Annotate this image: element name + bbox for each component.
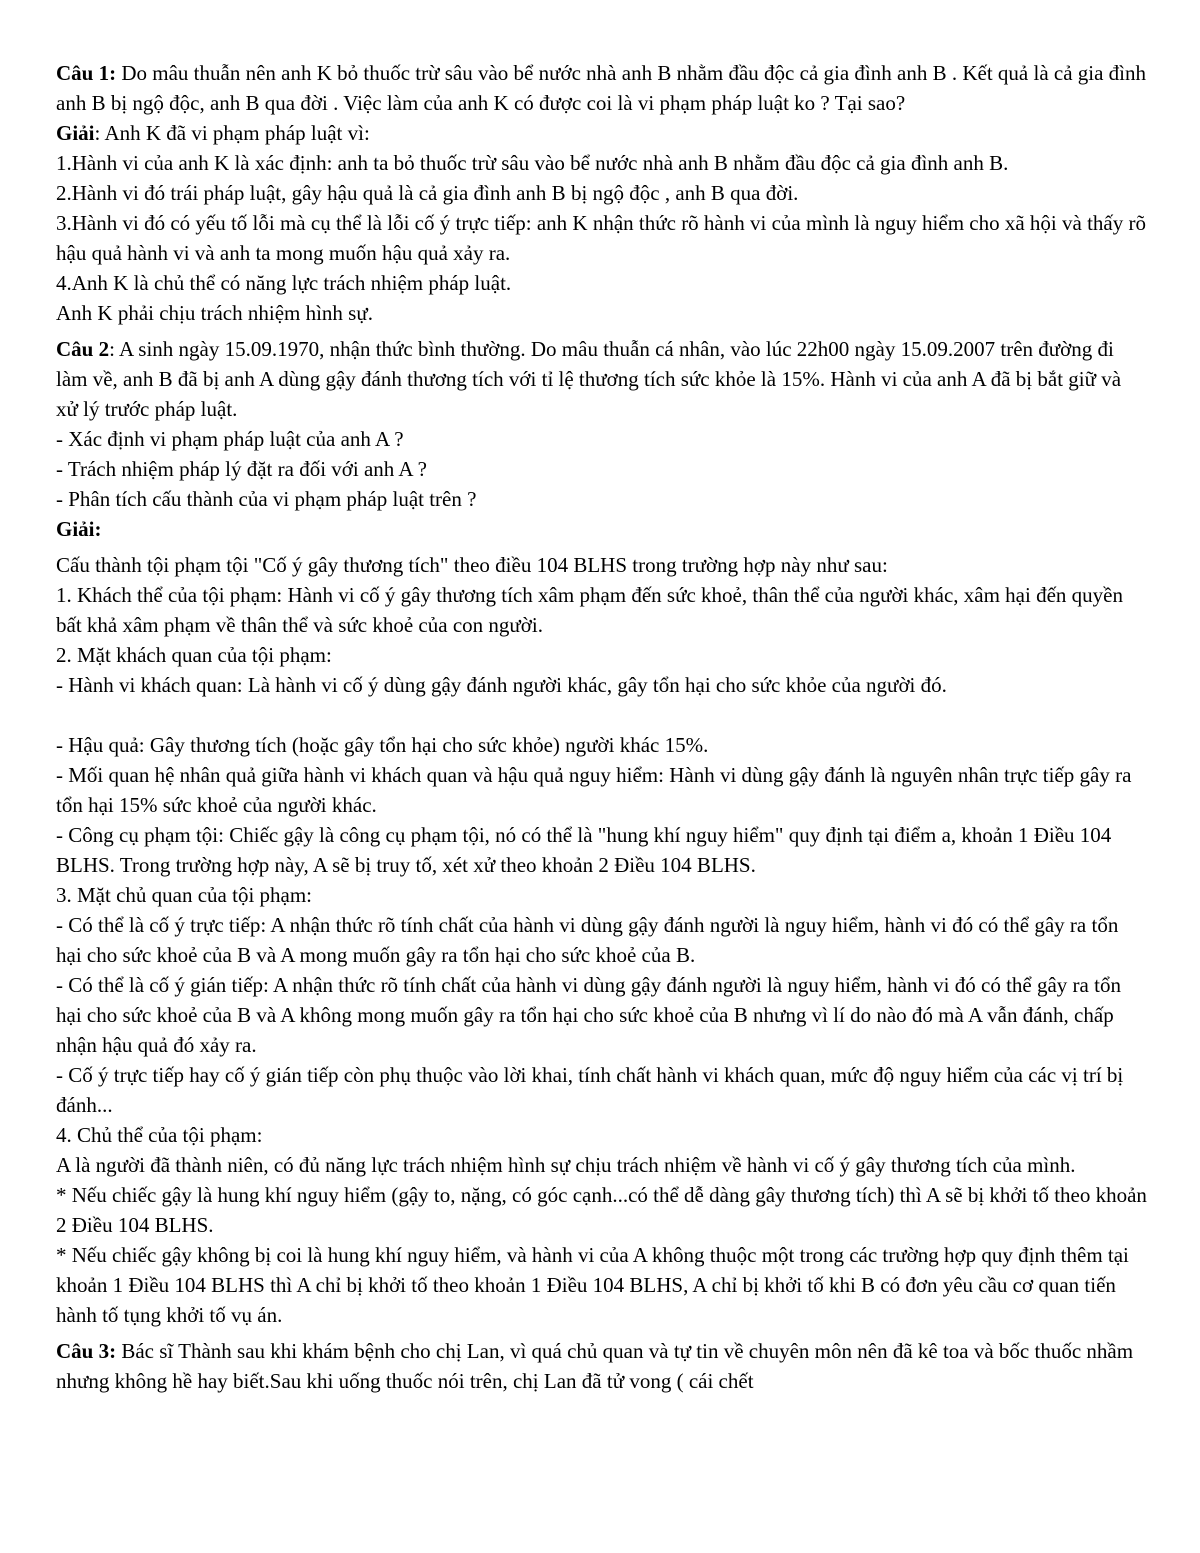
answer-point: 1.Hành vi của anh K là xác định: anh ta bỏ thuốc trừ sâu vào bể nước nhà anh B nhằm đầu độc cả gia đình anh B. xyxy=(56,151,1009,175)
answer-line: - Có thể là cố ý trực tiếp: A nhận thức rõ tính chất của hành vi dùng gậy đánh người là nguy hiểm, hành vi đó có thể gây ra tổn hại cho sức khoẻ của B và A mong muốn gây ra tổn hại cho sức khoẻ của B. xyxy=(56,913,1119,967)
answer-conclusion: Anh K phải chịu trách nhiệm hình sự. xyxy=(56,301,373,325)
sub-question: - Xác định vi phạm pháp luật của anh A ? xyxy=(56,427,404,451)
answer-line: * Nếu chiếc gậy không bị coi là hung khí nguy hiểm, và hành vi của A không thuộc một trong các trường hợp quy định thêm tại khoản 1 Điều 104 BLHS thì A chỉ bị khởi tố theo khoản 1 Điều 104 BLHS, A chỉ bị khởi tố khi B có đơn yêu cầu cơ quan tiến hành tố tụng khởi tố vụ án. xyxy=(56,1243,1129,1327)
answer-line: - Hậu quả: Gây thương tích (hoặc gây tổn hại cho sức khỏe) người khác 15%. xyxy=(56,733,709,757)
question-3-text: Câu 3: Bác sĩ Thành sau khi khám bệnh cho chị Lan, vì quá chủ quan và tự tin về chuyên môn nên đã kê toa và bốc thuốc nhầm nhưng không hề hay biết.Sau khi uống thuốc nói trên, chị Lan đã tử vong ( cái chết xyxy=(56,1339,1134,1393)
question-3 xyxy=(56,1336,1148,1396)
answer-point: 4.Anh K là chủ thể có năng lực trách nhiệm pháp luật. xyxy=(56,271,512,295)
answer-line: 4. Chủ thể của tội phạm: xyxy=(56,1123,263,1147)
answer-line: - Cố ý trực tiếp hay cố ý gián tiếp còn phụ thuộc vào lời khai, tính chất hành vi khách quan, mức độ nguy hiểm của các vị trí bị đánh... xyxy=(56,1063,1124,1117)
answer-line: * Nếu chiếc gậy là hung khí nguy hiểm (gậy to, nặng, có góc cạnh...có thể dễ dàng gây thương tích) thì A sẽ bị khởi tố theo khoản 2 Điều 104 BLHS. xyxy=(56,1183,1147,1237)
answer-label: Giải: xyxy=(56,517,102,541)
question-1-label: Câu 1: xyxy=(56,61,117,85)
question-2-label: Câu 2 xyxy=(56,337,110,361)
sub-question: - Trách nhiệm pháp lý đặt ra đối với anh A ? xyxy=(56,457,427,481)
question-3-label: Câu 3: xyxy=(56,1339,117,1363)
answer-line: 1. Khách thể của tội phạm: Hành vi cố ý gây thương tích xâm phạm đến sức khoẻ, thân thể của người khác, xâm hại đến quyền bất khả xâm phạm về thân thể và sức khoẻ của con người. xyxy=(56,583,1123,637)
answer-line: A là người đã thành niên, có đủ năng lực trách nhiệm hình sự chịu trách nhiệm về hành vi cố ý gây thương tích của mình. xyxy=(56,1153,1076,1177)
question-1 xyxy=(56,58,1148,328)
question-1-text: Câu 1: Do mâu thuẫn nên anh K bỏ thuốc trừ sâu vào bể nước nhà anh B nhằm đầu độc cả gia đình anh B . Kết quả là cả gia đình anh B bị ngộ độc, anh B qua đời . Việc làm của anh K có được coi là vi phạm pháp luật ko ? Tại sao? xyxy=(56,61,1147,115)
question-2 xyxy=(56,334,1148,1330)
answer-line: 3. Mặt chủ quan của tội phạm: xyxy=(56,883,313,907)
answer-line: 2. Mặt khách quan của tội phạm: xyxy=(56,643,332,667)
answer-label: Giải xyxy=(56,121,95,145)
answer-line: - Có thể là cố ý gián tiếp: A nhận thức rõ tính chất của hành vi dùng gậy đánh người là nguy hiểm, hành vi đó có thể gây ra tổn hại cho sức khoẻ của B và A không mong muốn gây ra tổn hại cho sức khoẻ của B nhưng vì lí do nào đó mà A vẫn đánh, chấp nhận hậu quả đó xảy ra. xyxy=(56,973,1121,1057)
question-2-text: Câu 2: A sinh ngày 15.09.1970, nhận thức bình thường. Do mâu thuẫn cá nhân, vào lúc 22h00 ngày 15.09.2007 trên đường đi làm về, anh B đã bị anh A dùng gậy đánh thương tích với tỉ lệ thương tích sức khỏe là 15%. Hành vi của anh A đã bị bắt giữ và xử lý trước pháp luật. xyxy=(56,337,1122,421)
answer-point: 2.Hành vi đó trái pháp luật, gây hậu quả là cả gia đình anh B bị ngộ độc , anh B qua đời. xyxy=(56,181,799,205)
answer-line: - Mối quan hệ nhân quả giữa hành vi khách quan và hậu quả nguy hiểm: Hành vi dùng gậy đánh là nguyên nhân trực tiếp gây ra tổn hại 15% sức khoẻ của người khác. xyxy=(56,763,1132,817)
answer-line: - Hành vi khách quan: Là hành vi cố ý dùng gậy đánh người khác, gây tổn hại cho sức khỏe của người đó. xyxy=(56,673,947,697)
answer-line: - Công cụ phạm tội: Chiếc gậy là công cụ phạm tội, nó có thể là "hung khí nguy hiểm" quy định tại điểm a, khoản 1 Điều 104 BLHS. Trong trường hợp này, A sẽ bị truy tố, xét xử theo khoản 2 Điều 104 BLHS. xyxy=(56,823,1112,877)
answer-point: 3.Hành vi đó có yếu tố lỗi mà cụ thể là lỗi cố ý trực tiếp: anh K nhận thức rõ hành vi của mình là nguy hiểm cho xã hội và thấy rõ hậu quả hành vi và anh ta mong muốn hậu quả xảy ra. xyxy=(56,211,1146,265)
sub-question: - Phân tích cấu thành của vi phạm pháp luật trên ? xyxy=(56,487,477,511)
answer-line: Cấu thành tội phạm tội "Cố ý gây thương tích" theo điều 104 BLHS trong trường hợp này như sau: xyxy=(56,553,888,577)
question-1-answer-intro: Giải: Anh K đã vi phạm pháp luật vì: xyxy=(56,121,370,145)
